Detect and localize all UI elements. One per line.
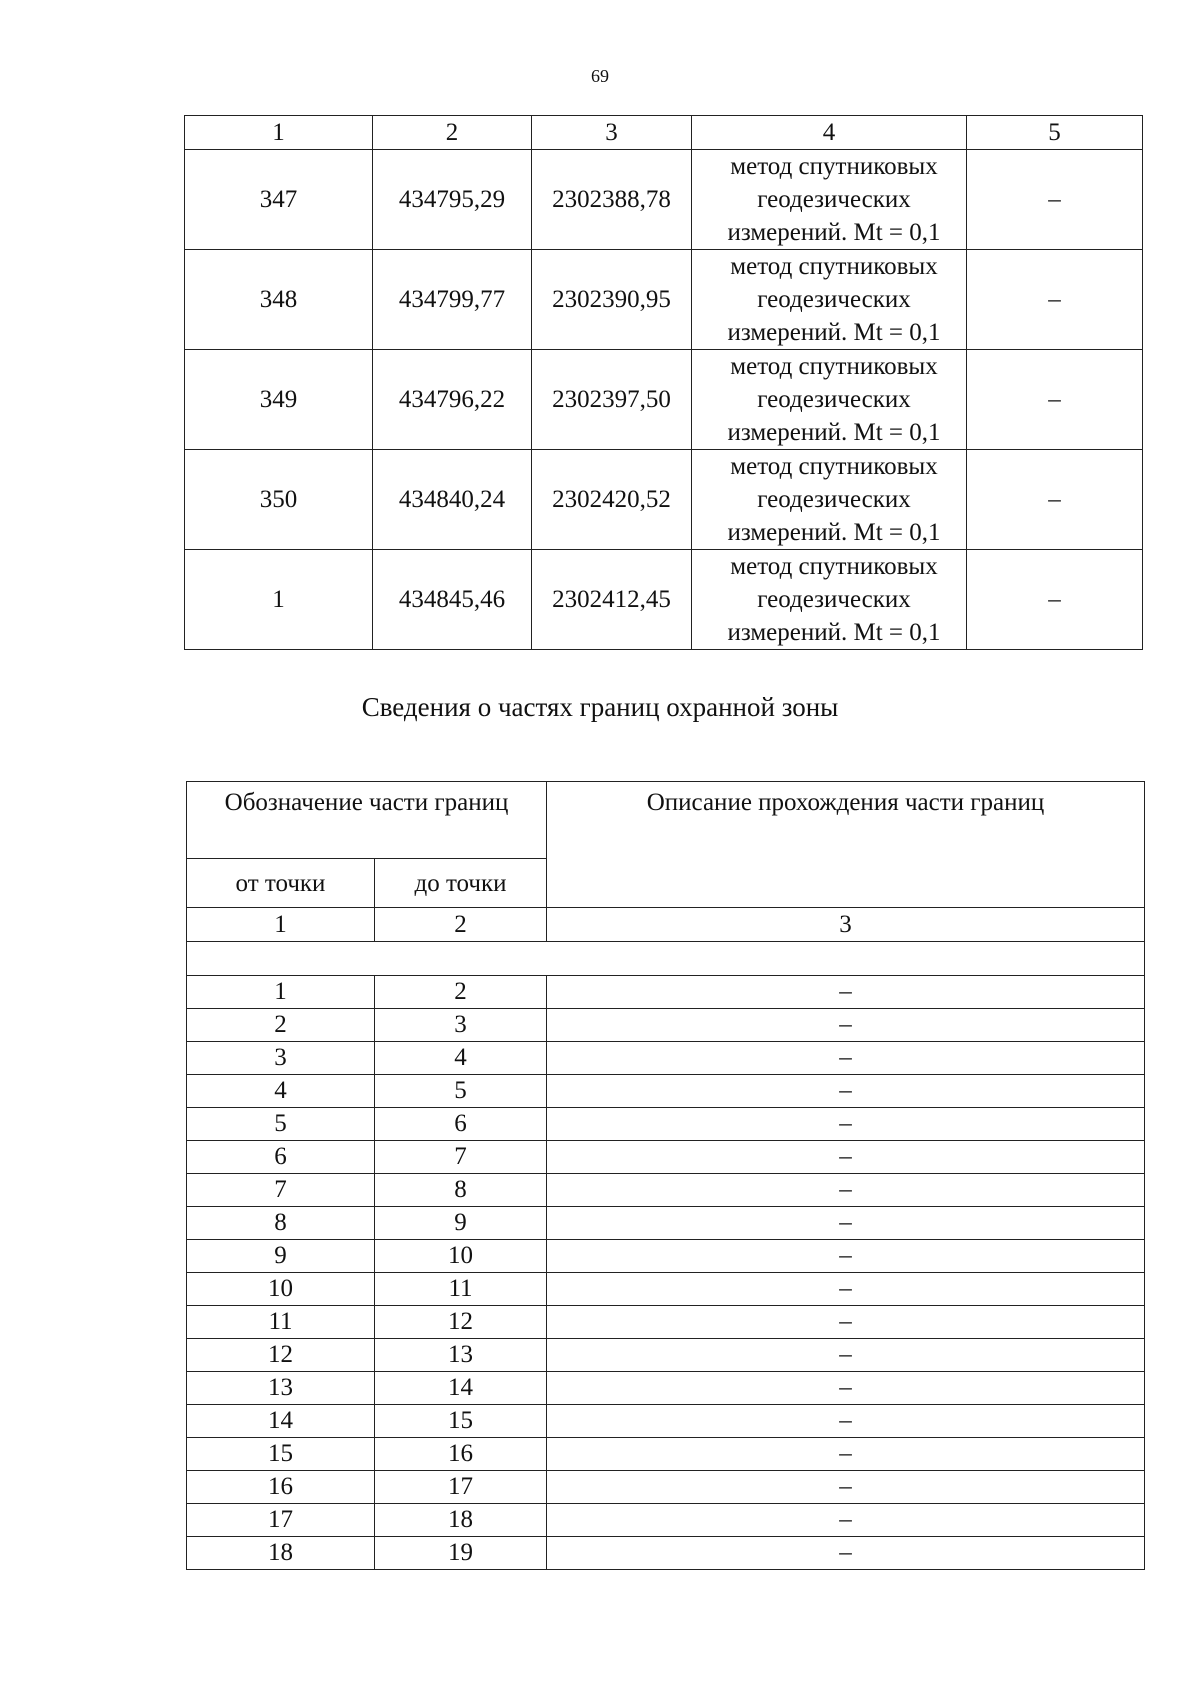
coordinate-y: 2302397,50 (532, 350, 692, 450)
from-point: 5 (187, 1108, 375, 1141)
coordinates-header-row (185, 116, 1143, 150)
part-description: – (547, 1471, 1145, 1504)
to-point: 8 (375, 1174, 547, 1207)
table-row (187, 976, 1145, 1009)
table-row (185, 450, 1143, 550)
part-description: – (547, 976, 1145, 1009)
column-number-5: 5 (967, 116, 1143, 150)
from-point: 1 (187, 976, 375, 1009)
from-point: 17 (187, 1504, 375, 1537)
page-number: 69 (591, 66, 609, 86)
column-number-4: 4 (692, 116, 967, 150)
from-point: 10 (187, 1273, 375, 1306)
table-row (187, 1174, 1145, 1207)
to-point: 19 (375, 1537, 547, 1570)
table-row (187, 1306, 1145, 1339)
table-row (187, 1141, 1145, 1174)
part-description: – (547, 1240, 1145, 1273)
method-line: геодезических (757, 186, 911, 213)
table-row (185, 350, 1143, 450)
column-number-2: 2 (375, 908, 547, 942)
method-description (692, 350, 967, 450)
column-number-1: 1 (185, 116, 373, 150)
from-point: 4 (187, 1075, 375, 1108)
method-line: геодезических (757, 286, 911, 313)
column-number-3: 3 (547, 908, 1145, 942)
coordinate-y: 2302420,52 (532, 450, 692, 550)
point-note: – (967, 350, 1143, 450)
point-note: – (967, 550, 1143, 650)
part-description: – (547, 1273, 1145, 1306)
method-line: измерений. Mt = 0,1 (727, 219, 941, 246)
part-description: – (547, 1306, 1145, 1339)
to-point: 14 (375, 1372, 547, 1405)
to-point: 13 (375, 1339, 547, 1372)
column-number-2: 2 (373, 116, 532, 150)
point-number: 350 (185, 450, 373, 550)
coordinate-x: 434799,77 (373, 250, 532, 350)
to-point: 4 (375, 1042, 547, 1075)
parts-column-numbers-row (187, 908, 1145, 942)
from-point: 11 (187, 1306, 375, 1339)
table-row (185, 150, 1143, 250)
section-title: Сведения о частях границ охранной зоны (361, 692, 839, 722)
from-point: 9 (187, 1240, 375, 1273)
coordinates-table (184, 115, 1143, 650)
to-point: 16 (375, 1438, 547, 1471)
from-point: 12 (187, 1339, 375, 1372)
table-row (187, 1042, 1145, 1075)
method-line: метод спутниковых (730, 153, 938, 180)
part-description: – (547, 1438, 1145, 1471)
method-line: геодезических (757, 586, 911, 613)
table-row (187, 1009, 1145, 1042)
table-row (185, 550, 1143, 650)
table-row (185, 250, 1143, 350)
method-line: измерений. Mt = 0,1 (727, 519, 941, 546)
to-point: 11 (375, 1273, 547, 1306)
column-number-1: 1 (187, 908, 375, 942)
boundary-parts-table (186, 781, 1145, 1570)
empty-row (187, 942, 1145, 976)
to-point: 5 (375, 1075, 547, 1108)
from-point: 14 (187, 1405, 375, 1438)
table-row (187, 1273, 1145, 1306)
part-description: – (547, 1372, 1145, 1405)
point-note: – (967, 250, 1143, 350)
to-point-header: до точки (375, 859, 547, 908)
from-point: 3 (187, 1042, 375, 1075)
coordinate-x: 434845,46 (373, 550, 532, 650)
to-point: 15 (375, 1405, 547, 1438)
method-line: метод спутниковых (730, 353, 938, 380)
from-point: 15 (187, 1438, 375, 1471)
table-row (187, 1537, 1145, 1570)
from-point: 16 (187, 1471, 375, 1504)
to-point: 18 (375, 1504, 547, 1537)
from-point: 7 (187, 1174, 375, 1207)
to-point: 2 (375, 976, 547, 1009)
part-description: – (547, 1504, 1145, 1537)
part-description: – (547, 1009, 1145, 1042)
method-line: метод спутниковых (730, 253, 938, 280)
table-row (187, 1075, 1145, 1108)
empty-cell (187, 942, 1145, 976)
coordinate-y: 2302390,95 (532, 250, 692, 350)
part-description: – (547, 1108, 1145, 1141)
coordinate-x: 434795,29 (373, 150, 532, 250)
method-description (692, 250, 967, 350)
from-point: 8 (187, 1207, 375, 1240)
to-point: 17 (375, 1471, 547, 1504)
designation-header: Обозначение части границ (187, 782, 547, 859)
point-note: – (967, 150, 1143, 250)
method-line: измерений. Mt = 0,1 (727, 619, 941, 646)
method-line: геодезических (757, 486, 911, 513)
from-point: 2 (187, 1009, 375, 1042)
table-row (187, 1207, 1145, 1240)
point-number: 348 (185, 250, 373, 350)
point-number: 347 (185, 150, 373, 250)
table-row (187, 1240, 1145, 1273)
table-row (187, 1108, 1145, 1141)
point-number: 349 (185, 350, 373, 450)
table-row (187, 1471, 1145, 1504)
method-line: метод спутниковых (730, 453, 938, 480)
to-point: 12 (375, 1306, 547, 1339)
part-description: – (547, 1207, 1145, 1240)
coordinate-x: 434840,24 (373, 450, 532, 550)
coordinate-y: 2302388,78 (532, 150, 692, 250)
parts-header-row (187, 782, 1145, 859)
coordinate-y: 2302412,45 (532, 550, 692, 650)
from-point: 18 (187, 1537, 375, 1570)
to-point: 7 (375, 1141, 547, 1174)
coordinate-x: 434796,22 (373, 350, 532, 450)
method-line: метод спутниковых (730, 553, 938, 580)
table-row (187, 1372, 1145, 1405)
method-line: измерений. Mt = 0,1 (727, 319, 941, 346)
part-description: – (547, 1537, 1145, 1570)
table-row (187, 1405, 1145, 1438)
method-description (692, 550, 967, 650)
column-number-3: 3 (532, 116, 692, 150)
method-description (692, 450, 967, 550)
table-row (187, 1339, 1145, 1372)
to-point: 9 (375, 1207, 547, 1240)
from-point: 13 (187, 1372, 375, 1405)
description-header: Описание прохождения части границ (547, 782, 1145, 908)
from-point-header: от точки (187, 859, 375, 908)
method-line: измерений. Mt = 0,1 (727, 419, 941, 446)
part-description: – (547, 1042, 1145, 1075)
part-description: – (547, 1075, 1145, 1108)
part-description: – (547, 1174, 1145, 1207)
to-point: 6 (375, 1108, 547, 1141)
method-description (692, 150, 967, 250)
point-note: – (967, 450, 1143, 550)
to-point: 10 (375, 1240, 547, 1273)
to-point: 3 (375, 1009, 547, 1042)
table-row (187, 1438, 1145, 1471)
part-description: – (547, 1339, 1145, 1372)
part-description: – (547, 1141, 1145, 1174)
parts-rows (187, 976, 1145, 1570)
table-row (187, 1504, 1145, 1537)
part-description: – (547, 1405, 1145, 1438)
from-point: 6 (187, 1141, 375, 1174)
method-line: геодезических (757, 386, 911, 413)
point-number: 1 (185, 550, 373, 650)
